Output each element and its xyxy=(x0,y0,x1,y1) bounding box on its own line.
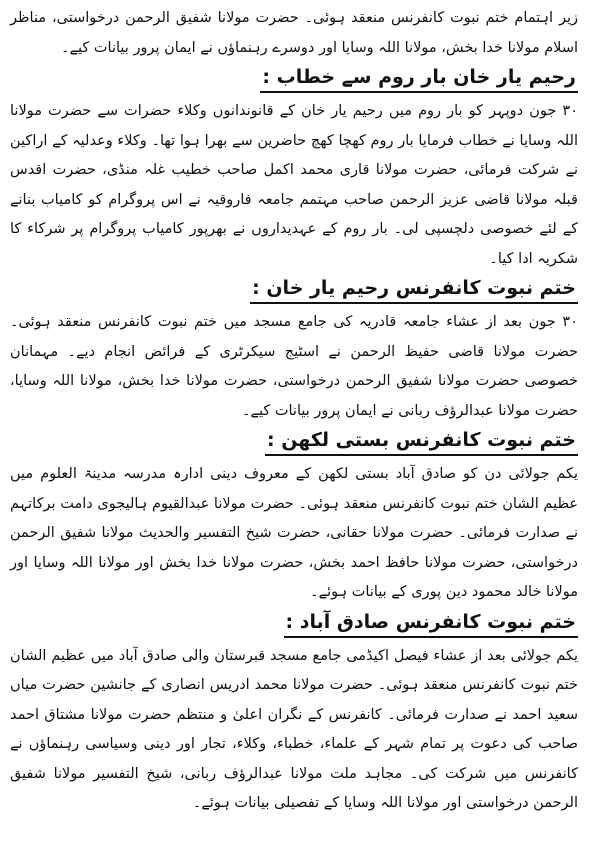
heading-conference-basti-lakhan: ختم نبوت کانفرنس بستی لکھن : xyxy=(265,427,578,456)
section-heading-wrap xyxy=(10,275,578,305)
section-heading-wrap xyxy=(10,609,578,639)
paragraph-conference-basti-lakhan: یکم جولائی دن کو صادق آباد بستی لکھن کے معروف دینی ادارہ مدرسہ مدینۃ العلوم میں عظیم الشان ختم نبوت کانفرنس منعقد ہوئی۔ حضرت مولانا عبدالقیوم ہالیجوی دامت برکاتہم نے صدارت فرمائی۔ حضرت مولانا حقانی، حضرت شیخ التفسیر والحدیث مولانا شفیق الرحمن درخواستی، حضرت مولانا حافظ احمد بخش، حضرت مولانا خدا بخش اور مولانا اللہ وسایا اور مولانا خالد محمود دین پوری کے بیانات ہوئے۔ xyxy=(10,466,578,600)
paragraph-conference-rahim-yar-khan: ۳۰ جون بعد از عشاء جامعہ قادریہ کی جامع مسجد میں ختم نبوت کانفرنس منعقد ہوئی۔ حضرت مولانا قاضی حفیظ الرحمن نے اسٹیج سیکرٹری کے فرائض انجام دیے۔ مہمانان خصوصی حضرت مولانا شفیق الرحمن درخواستی، حضرت مولانا خدا بخش، مولانا اللہ وسایا، حضرت مولانا عبدالرؤف ربانی نے ایمان پرور بیانات کیے۔ xyxy=(10,314,578,419)
section-heading-wrap xyxy=(10,64,578,94)
heading-bar-room-address: رحیم یار خان بار روم سے خطاب : xyxy=(260,64,578,93)
section-heading-wrap xyxy=(10,427,578,457)
paragraph-bar-room-address: ۳۰ جون دوپہر کو بار روم میں رحیم یار خان کے قانوندانوں وکلاء حضرات سے حضرت مولانا اللہ وسایا نے خطاب فرمایا بار روم کھچا کھچ حاضرین سے بھرا ہوا تھا۔ وکلاء وعدلیہ کے اراکین نے شرکت فرمائی، حضرت مولانا قاری محمد اکمل صاحب خطیب غلہ منڈی، حضرت اقدس قبلہ مولانا قاضی عزیز الرحمن صاحب مہتمم جامعہ فاروقیہ نے اس پروگرام کو کامیاب بنانے کے لئے خصوصی دلچسپی لی۔ بار روم کے عہدیداروں نے بھرپور کامیاب پروگرام پر شرکاء کا شکریہ ادا کیا۔ xyxy=(10,103,578,267)
heading-conference-sadiq-abad: ختم نبوت کانفرنس صادق آباد : xyxy=(284,609,578,638)
heading-conference-rahim-yar-khan: ختم نبوت کانفرنس رحیم یار خان : xyxy=(250,275,578,304)
paragraph-conference-sadiq-abad: یکم جولائی بعد از عشاء فیصل اکیڈمی جامع مسجد قبرستان والی صادق آباد میں عظیم الشان ختم نبوت کانفرنس منعقد ہوئی۔ حضرت مولانا محمد ادریس انصاری کے جانشین حضرت میاں سعید احمد نے صدارت فرمائی۔ کانفرنس کے نگران اعلیٰ و منتظم حضرت مولانا مشتاق احمد صاحب کی دعوت پر تمام شہر کے علماء، خطباء، وکلاء، تجار اور دینی وسیاسی رہنماؤں نے کانفرنس میں شرکت کی۔ مجاہد ملت مولانا عبدالرؤف ربانی، شیخ التفسیر مولانا شفیق الرحمن درخواستی اور مولانا اللہ وسایا کے تفصیلی بیانات ہوئے۔ xyxy=(10,647,578,811)
intro-paragraph: زیر اہتمام ختم نبوت کانفرنس منعقد ہوئی۔ حضرت مولانا شفیق الرحمن درخواستی، مناظر اسلام مولانا خدا بخش، مولانا اللہ وسایا اور دوسرے رہنماؤں نے ایمان پرور بیانات کیے۔ xyxy=(10,10,578,56)
